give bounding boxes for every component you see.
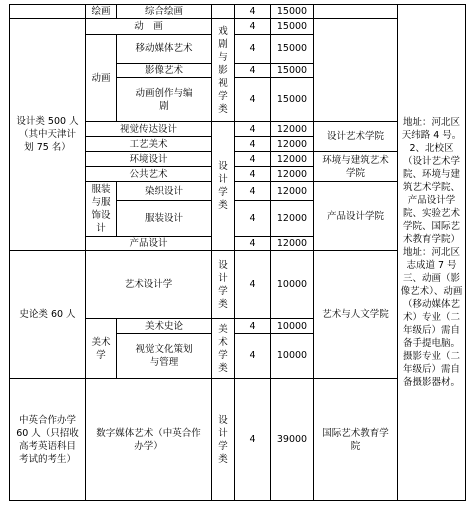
years-cell: 4 [235, 251, 271, 319]
years-cell: 4 [235, 122, 271, 136]
years-cell: 4 [235, 166, 271, 181]
category-cell-top [10, 5, 86, 19]
years-cell: 4 [235, 379, 271, 501]
school-cell: 产品设计学院 [314, 182, 398, 251]
discipline-cell: 戏剧与影视学类 [212, 19, 235, 122]
fee-cell: 15000 [271, 19, 314, 34]
discipline-cell: 设计学类 [212, 122, 235, 251]
category-cell: 中英合作办学 60 人（只招收高考英语科目考试的考生） [10, 379, 86, 501]
admissions-table [9, 4, 466, 501]
major-cell: 公共艺术 [86, 166, 212, 181]
major-cell: 艺术设计学 [86, 251, 212, 319]
years-cell: 4 [235, 136, 271, 151]
major-cell: 产品设计 [86, 236, 212, 250]
fee-cell: 39000 [271, 379, 314, 501]
fee-cell: 10000 [271, 333, 314, 378]
years-cell: 4 [235, 319, 271, 333]
years-cell: 4 [235, 78, 271, 122]
major-cell: 动 画 [86, 19, 212, 34]
category-cell: 史论类 60 人 [10, 251, 86, 379]
major-cell: 染织设计 [117, 182, 212, 201]
years-cell: 4 [235, 152, 271, 166]
fee-cell: 12000 [271, 122, 314, 136]
major-cell: 视觉文化策划与管理 [117, 333, 212, 378]
fee-cell: 15000 [271, 78, 314, 122]
discipline-cell: 设计学类 [212, 379, 235, 501]
school-cell: 国际艺术教育学院 [314, 379, 398, 501]
school-cell: 艺术与人文学院 [314, 251, 398, 379]
table-row [10, 251, 466, 319]
fee-cell: 15000 [271, 34, 314, 63]
years-cell: 4 [235, 63, 271, 77]
fee-cell: 12000 [271, 236, 314, 250]
school-cell: 设计艺术学院 [314, 122, 398, 152]
fee-cell: 12000 [271, 152, 314, 166]
fee-cell: 10000 [271, 319, 314, 333]
subcategory-cell: 美术学 [86, 319, 117, 379]
years-cell: 4 [235, 34, 271, 63]
school-cell: 环境与建筑艺术学院 [314, 152, 398, 182]
major-cell: 影像艺术 [117, 63, 212, 77]
major-cell: 美术史论 [117, 319, 212, 333]
years-cell: 4 [235, 182, 271, 201]
years-cell: 4 [235, 236, 271, 250]
subcategory-cell: 动画 [86, 34, 117, 122]
discipline-cell: 美术学类 [212, 319, 235, 379]
fee-cell: 12000 [271, 136, 314, 151]
fee-cell: 15000 [271, 63, 314, 77]
years-cell: 4 [235, 19, 271, 34]
subcategory-cell: 绘画 [86, 5, 117, 19]
years-cell: 4 [235, 201, 271, 237]
major-cell: 移动媒体艺术 [117, 34, 212, 63]
major-cell: 服装设计 [117, 201, 212, 237]
table-row [10, 19, 466, 34]
major-cell: 综合绘画 [117, 5, 212, 19]
school-cell [314, 19, 398, 122]
major-cell: 数字媒体艺术（中英合作办学） [86, 379, 212, 501]
table-row [10, 379, 466, 501]
school-cell [314, 5, 398, 19]
major-cell: 工艺美术 [86, 136, 212, 151]
fee-cell: 15000 [271, 5, 314, 19]
discipline-cell-top [212, 5, 235, 19]
category-cell: 设计类 500 人（其中天津计划 75 名） [10, 19, 86, 251]
fee-cell: 12000 [271, 182, 314, 201]
major-cell: 环境设计 [86, 152, 212, 166]
fee-cell: 12000 [271, 201, 314, 237]
notes-cell: 地址：河北区天纬路 4 号。2、北校区（设计艺术学院、环境与建筑艺术学院、产品设计学院、实验艺术学院、国际艺术教育学院）地址：河北区志成道 7 号三、动画（影像艺术）、动画（移动媒体艺术）专业（二年级后）需自备手提电脑。摄影专业（二年级后）需自备摄影器材。 [398, 5, 466, 501]
major-cell: 视觉传达设计 [86, 122, 212, 136]
years-cell: 4 [235, 5, 271, 19]
fee-cell: 10000 [271, 251, 314, 319]
major-cell: 动画创作与编剧 [117, 78, 212, 122]
years-cell: 4 [235, 333, 271, 378]
subcategory-cell: 服装与服饰设计 [86, 182, 117, 237]
table-row [10, 5, 466, 19]
fee-cell: 12000 [271, 166, 314, 181]
discipline-cell: 设计学类 [212, 251, 235, 319]
